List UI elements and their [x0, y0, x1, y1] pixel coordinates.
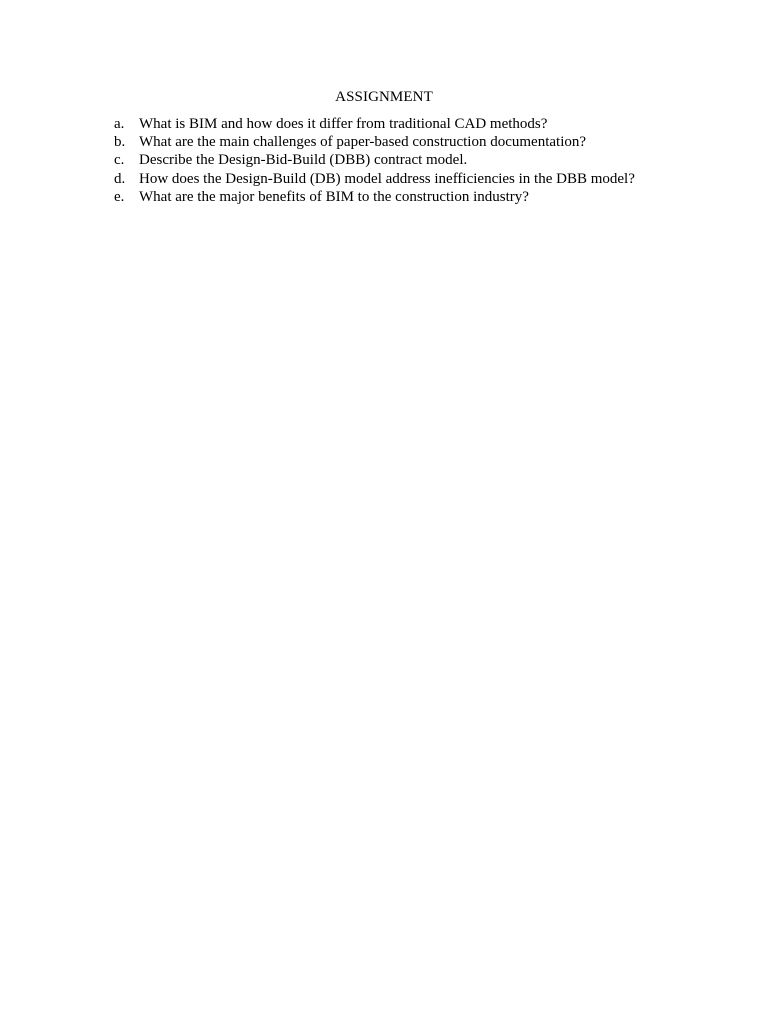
question-item-b [114, 133, 635, 151]
question-list [114, 115, 635, 206]
question-item-e [114, 188, 635, 206]
question-text: What are the major benefits of BIM to the construction industry? [139, 188, 529, 205]
question-text: What are the main challenges of paper-based construction documentation? [139, 134, 587, 151]
question-text: Describe the Design-Bid-Build (DBB) contract model. [139, 152, 468, 169]
question-marker: c. [114, 152, 125, 169]
question-marker: a. [114, 116, 125, 132]
question-item-a [114, 115, 635, 133]
question-marker: b. [114, 134, 126, 151]
question-item-c [114, 151, 635, 169]
question-text: What is BIM and how does it differ from traditional CAD methods? [139, 116, 548, 132]
document-title: ASSIGNMENT [335, 89, 433, 105]
question-item-d [114, 170, 635, 188]
question-marker: d. [114, 170, 126, 187]
question-marker: e. [114, 188, 125, 205]
question-text: How does the Design-Build (DB) model address inefficiencies in the DBB model? [139, 170, 635, 187]
